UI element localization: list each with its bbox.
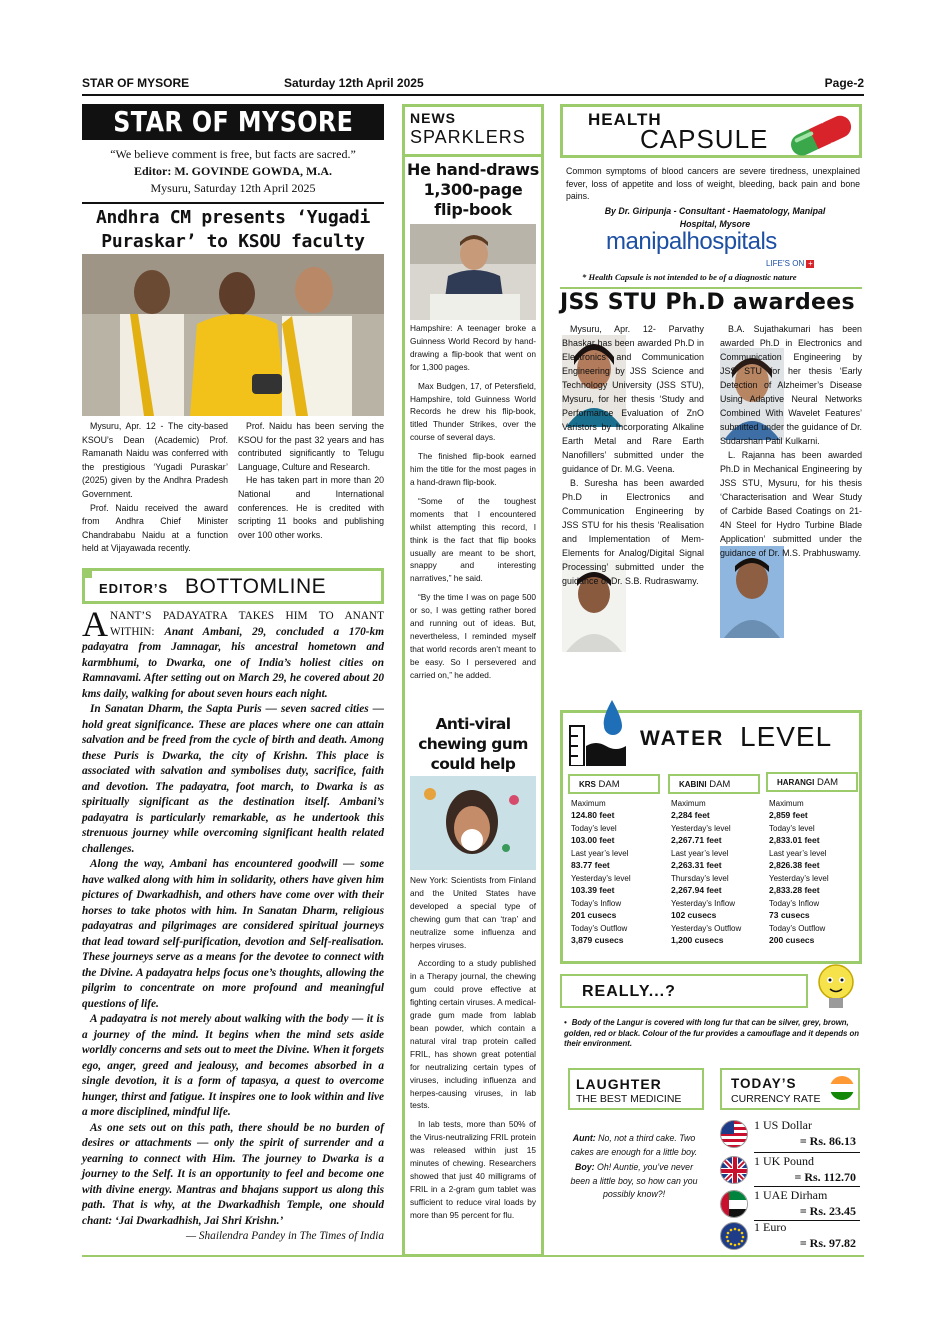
flipbook-photo bbox=[410, 224, 536, 320]
currency-divider bbox=[754, 1186, 860, 1187]
flipbook-headline: He hand-draws 1,300-page flip-book bbox=[406, 160, 540, 219]
gum-para-3: In lab tests, more than 50% of the Virus-neutralizing FRIL protein was released within just 15 minutes of chewing. Researchers showed that just 40 milligrams of FRIL in a 2-gram gum tablet was sufficient to reduce viral loads by more than 95 percent for flu. bbox=[410, 1119, 536, 1220]
plus-icon: + bbox=[808, 259, 813, 268]
bottomline-light: BOTTOMLINE bbox=[185, 575, 327, 598]
flipbook-para-1: Hampshire: A teenager broke a Guinness World Record by hand-drawing a flip-book that went on for 1,300 pages. bbox=[410, 323, 536, 372]
bulb-icon bbox=[812, 962, 860, 1014]
jss-rajanna: L. Rajanna has been awarded Ph.D in Mechanical Engineering by JSS STU, Mysuru, for his thesis ‘Characterisation and Wear Study of Carbide Based Coatings on 21-4N Steel for Hydro Turbine Blade Application’ submitted under the guidance of Dr. M.S. Prabhuswamy. bbox=[720, 450, 862, 558]
currency-name: 1 Euro bbox=[754, 1220, 787, 1234]
label: Maximum bbox=[671, 799, 706, 808]
water-light: LEVEL bbox=[740, 721, 833, 752]
value: 73 cusecs bbox=[769, 909, 810, 920]
drop-cap: A bbox=[82, 604, 108, 644]
manipal-tagline bbox=[766, 259, 814, 268]
label: Today’s level bbox=[571, 824, 617, 833]
currency-value: = Rs. 112.70 bbox=[794, 1170, 856, 1184]
page-number: Page-2 bbox=[824, 76, 864, 90]
row bbox=[571, 874, 665, 896]
boy-label: Boy: bbox=[574, 1162, 595, 1172]
label: Maximum bbox=[769, 799, 804, 808]
value: 2,833.28 feet bbox=[769, 884, 820, 895]
currency-row-aed bbox=[720, 1190, 860, 1220]
dam-suffix-krs: DAM bbox=[598, 779, 620, 790]
row bbox=[769, 924, 859, 946]
really-body: Body of the Langur is covered with long fur that can be silver, grey, brown, golden, red or black. Colour of the fur provides a camouflage and it depends on their environment. bbox=[564, 1018, 860, 1048]
value: 2,263.31 feet bbox=[671, 859, 722, 870]
gum-headline: Anti-viral chewing gum could help bbox=[418, 715, 528, 773]
bottomline-para-3: Along the way, Ambani has encountered goodwill — some have walked along with him in solidarity, others have given him pictures of Dwarkadhish, and others have come over with their horses to take photos with him. In Sanatan Dharm, religious padayatras and pilgrimages are considered spiritual journeys that lead toward self-purification, devotion and Self-realisation. These journeys serve as a means for the devotee to connect with the Divine. A padayatra helps focus one’s thoughts, allowing the pilgrim to concentrate on more profound and meaningful questions of life. bbox=[82, 858, 384, 1010]
really-label: REALLY...? bbox=[582, 983, 676, 1000]
jss-col-1 bbox=[562, 322, 704, 588]
rule bbox=[82, 202, 384, 204]
boy-text: Oh! Auntie, you’ve never been a little boy, so how can you possibly know?! bbox=[570, 1162, 698, 1199]
masthead-info bbox=[82, 146, 384, 197]
uae-flag-icon bbox=[720, 1190, 748, 1218]
flipbook-para-3: The finished flip-book earned him the title for the most pages in a hand-drawn flip-book. bbox=[410, 451, 536, 487]
value: 103.39 feet bbox=[571, 884, 615, 895]
currency-light: CURRENCY RATE bbox=[731, 1093, 821, 1105]
bottomline-credit: — Shailendra Pandey in The Times of India bbox=[186, 1230, 384, 1242]
flipbook-body bbox=[410, 322, 536, 682]
dam-kabini-values bbox=[671, 799, 765, 949]
row bbox=[671, 849, 765, 871]
value: 201 cusecs bbox=[571, 909, 617, 920]
issue-date: Saturday 12th April 2025 bbox=[284, 76, 424, 90]
lead-headline: Andhra CM presents ‘Yugadi Puraskar’ to KSOU faculty bbox=[96, 207, 370, 252]
row bbox=[769, 824, 859, 846]
bottomline-label bbox=[82, 568, 384, 604]
flipbook-para-5: “By the time I was on page 500 or so, I was getting rather bored and running out of ideas. But, nevertheless, I reminded myself that world records aren’t meant to be easy. So I persevered and carried on,” he added. bbox=[410, 592, 536, 680]
label: Today’s level bbox=[769, 824, 815, 833]
tagline-text: LIFE’S ON bbox=[766, 259, 805, 268]
label: Yesterday’s level bbox=[671, 824, 731, 833]
dam-harangi-values bbox=[769, 799, 859, 949]
currency-name: 1 UAE Dirham bbox=[754, 1188, 828, 1202]
currency-value: = Rs. 86.13 bbox=[799, 1134, 856, 1148]
currency-bold: TODAY’S bbox=[731, 1076, 797, 1091]
dam-suffix-harangi: DAM bbox=[816, 777, 839, 788]
currency-row-usd bbox=[720, 1120, 860, 1150]
row bbox=[671, 899, 765, 921]
currency-row-gbp bbox=[720, 1156, 860, 1186]
lead-col-1 bbox=[82, 420, 228, 556]
bottomline-body bbox=[82, 604, 385, 1245]
health-body: Common symptoms of blood cancers are severe tiredness, unexplained fever, loss of appetite and loss of weight, bleeding, back pain and bone pains. bbox=[566, 166, 860, 202]
row bbox=[571, 924, 665, 946]
gum-body bbox=[410, 874, 536, 1222]
rule bbox=[560, 287, 862, 289]
value: 102 cusecs bbox=[671, 909, 717, 920]
laughter-light: THE BEST MEDICINE bbox=[576, 1093, 682, 1105]
eu-flag-icon bbox=[720, 1222, 748, 1250]
dam-name-harangi: HARANGI bbox=[777, 778, 815, 787]
value: 103.00 feet bbox=[571, 834, 615, 845]
bottomline-para-1 bbox=[82, 604, 385, 702]
jss-suresha: B. Suresha has been awarded Ph.D in Electronics and Communication Engineering by JSS STU for his thesis ‘Realisation and Implementation of Mem-Elements for Analog/Digital Signal Processing’ submitted under the guidance of Dr. S.B. Rudraswamy. bbox=[562, 478, 704, 586]
dateline: Mysuru, Saturday 12th April 2025 bbox=[150, 181, 316, 195]
health-disclaimer: * Health Capsule is not intended to be of a diagnostic nature bbox=[582, 272, 797, 282]
water-bold: WATER bbox=[640, 727, 725, 750]
page-header bbox=[82, 76, 864, 92]
value: 2,267.71 feet bbox=[671, 834, 722, 845]
bottomline-para-2: In Sanatan Dharm, the Sapta Puris — seven sacred cities — hold great significance. These are places where one can attain salvation and be freed from the cycle of birth and death. Among these Puris is Dwarka, the city of Krishn. This place is associated with salvation and symbolises duty, sacrifice, faith and devotion. The padayatra, foot march, to Dwarka is as spiritually significant as the destination itself. Ambani’s padayatra is particularly remarkable, as he undertook this strenuous journey while overcoming significant health related challenges. bbox=[82, 703, 384, 855]
editor-line: Editor: M. GOVINDE GOWDA, M.A. bbox=[134, 164, 332, 178]
laughter-body bbox=[568, 1132, 700, 1202]
label: Today’s Inflow bbox=[769, 899, 820, 908]
label: Last year’s level bbox=[671, 849, 729, 858]
jss-headline: JSS STU Ph.D awardees bbox=[560, 290, 855, 315]
row bbox=[571, 824, 665, 846]
bottomline-bold: EDITOR’S bbox=[99, 581, 169, 596]
row bbox=[571, 849, 665, 871]
row bbox=[671, 824, 765, 846]
teen-drawing-image bbox=[410, 224, 536, 320]
row bbox=[769, 799, 859, 821]
aunt-text: No, not a third cake. Two cakes are enough for a little boy. bbox=[570, 1133, 698, 1157]
row bbox=[571, 799, 665, 821]
lead-para-3: Prof. Naidu has been serving the KSOU for the past 32 years and has contributed significantly to Telugu Language, Culture and Research. bbox=[238, 421, 384, 472]
value: 2,284 feet bbox=[671, 809, 710, 820]
bottomline-text-1: Anant Ambani, 29, concluded a 170-km padayatra from Jamnagar, his ancestral hometown and karmbhumi, to Dwarka, one of India’s holiest cities on Ramnavami. After setting out on March 29, he covered about 20 kms daily, walking for about seven hours each night. bbox=[82, 625, 385, 700]
dam-tab-kabini bbox=[668, 774, 760, 794]
flipbook-para-4: “Some of the toughest moments that I encountered whilst attempting this record, I think is the fact that flip books usually are meant to be short, snappy and interesting narratives,” he said. bbox=[410, 495, 536, 584]
sparklers-divider bbox=[405, 154, 541, 157]
footer-rule bbox=[82, 1255, 864, 1257]
label: Last year’s level bbox=[769, 849, 827, 858]
sparklers-bold: NEWS bbox=[410, 110, 456, 126]
uk-flag-icon bbox=[720, 1156, 748, 1184]
lead-para-4: He has taken part in more than 20 National and International conferences. He is credited with scripting 11 books and publishing over 100 other works. bbox=[238, 475, 384, 540]
logo-text: STAR OF MYSORE bbox=[112, 105, 354, 138]
currency-value: = Rs. 97.82 bbox=[799, 1236, 856, 1250]
value: 2,267.94 feet bbox=[671, 884, 722, 895]
india-flag-icon bbox=[830, 1076, 854, 1100]
dam-name-kabini: KABINI bbox=[679, 780, 707, 789]
label: Last year’s level bbox=[571, 849, 629, 858]
lead-caps: NANT’S PADAYATRA TAKES HIM TO ANANT WITHIN: bbox=[110, 610, 384, 638]
currency-name: 1 UK Pound bbox=[754, 1154, 815, 1168]
row bbox=[671, 874, 765, 896]
jss-parvathy: Mysuru, Apr. 12- Parvathy Bhaskar has been awarded Ph.D in Electronics and Communication Engineering by JSS Science and Technology University (JSS STU), Mysuru, for her thesis ‘Study and Performance Evaluation of ZnO Varistors by Incorporating Alkaline Earth Metal and Rare Earth Nanofillers’ submitted under the guidance of Dr. M.G. Veena. bbox=[562, 324, 704, 474]
health-byline: By Dr. Giripunja - Consultant - Haematology, Manipal Hospital, Mysore bbox=[604, 206, 826, 229]
header-rule bbox=[82, 94, 864, 96]
motto: “We believe comment is free, but facts are sacred.” bbox=[110, 147, 356, 161]
label: Thursday’s level bbox=[671, 874, 729, 883]
value: 1,200 cusecs bbox=[671, 934, 724, 945]
row bbox=[571, 899, 665, 921]
currency-row-eur bbox=[720, 1222, 860, 1252]
sparklers-light: SPARKLERS bbox=[410, 127, 526, 147]
dam-suffix-kabini: DAM bbox=[709, 779, 731, 790]
label: Today’s Outflow bbox=[571, 924, 628, 933]
label: Yesterday’s level bbox=[769, 874, 829, 883]
us-flag-icon bbox=[720, 1120, 748, 1148]
label: Today’s Inflow bbox=[571, 899, 622, 908]
value: 2,833.01 feet bbox=[769, 834, 820, 845]
award-ceremony-image bbox=[82, 254, 384, 416]
dam-tab-krs bbox=[568, 774, 660, 794]
logo-banner bbox=[82, 104, 384, 140]
water-drop-icon bbox=[566, 696, 636, 766]
pill-icon bbox=[782, 110, 862, 156]
label: Yesterday’s Inflow bbox=[671, 899, 736, 908]
green-corner bbox=[82, 568, 92, 578]
jss-sujathakumari: B.A. Sujathakumari has been awarded Ph.D in Electronics and Communication Engineering by JSS STU for her thesis ‘Early Detection of Alzheimer’s Disease Using Adaptive Neural Networks Combined With Wavelet Features’ submitted under the guidance of Dr. Sudarshan Patil Kulkarni. bbox=[720, 324, 862, 446]
flipbook-para-2: Max Budgen, 17, of Petersfield, Hampshire, told Guinness World Records he drew his flip-book, titled Thunder Strikes, over the course of several days. bbox=[410, 380, 536, 443]
label: Today’s Outflow bbox=[769, 924, 826, 933]
currency-divider bbox=[754, 1152, 860, 1153]
label: Yesterday’s level bbox=[571, 874, 631, 883]
health-bold: HEALTH bbox=[588, 110, 662, 129]
row bbox=[769, 899, 859, 921]
value: 3,879 cusecs bbox=[571, 934, 624, 945]
bottomline-para-4: A padayatra is not merely about walking with the body — it is a journey of the mind. It begins when the mind sets aside worldly concerns and sets out to meet the Divine. When it forgets ego, anger, greed and jealousy, and becomes absorbed in a single devotion, it is a form of tapasya, a quest to overcome hunger, thirst and fatigue. It inspires one to look within and live a more disciplined, mindful life. bbox=[82, 1013, 384, 1118]
value: 2,826.38 feet bbox=[769, 859, 820, 870]
paper-name: STAR OF MYSORE bbox=[82, 76, 190, 90]
row bbox=[769, 874, 859, 896]
row bbox=[769, 849, 859, 871]
health-light: CAPSULE bbox=[640, 124, 769, 154]
gum-photo bbox=[410, 776, 536, 870]
sparklers-label bbox=[410, 110, 526, 148]
bottomline-para-5: As one sets out on this path, there should be no burden of desires or attachments — only the spirit of surrender and a yearning to connect with Him. The journey to Dwarka is a journey to the Self. It is an opportunity to feel and become one with divine energy. Mantras and bhajans support us along this path. That is why, at the Dwarkadhish Temple, one should chant: ‘Jai Dwarkadhish, Jai Shri Krishn.’ bbox=[82, 1121, 384, 1227]
gum-para-2: According to a study published in a Therapy journal, the chewing gum could prove effective at fighting certain viruses. A medical-grade gum made from lablab bean powder, which contain a natural viral trap protein called FRIL, has shown great potential for neutralizing certain types of viruses, including influenza and herpes-causing viruses, in lab tests. bbox=[410, 958, 536, 1111]
aunt-line bbox=[568, 1132, 700, 1159]
currency-value: = Rs. 23.45 bbox=[799, 1204, 856, 1218]
lead-col-2 bbox=[238, 420, 384, 542]
aunt-label: Aunt: bbox=[572, 1133, 596, 1143]
lead-para-1: Mysuru, Apr. 12 - The city-based KSOU’s Dean (Academic) Prof. Ramanath Naidu was conferred with the prestigious ‘Yugadi Puraskar’ (2025) given by the Andhra Pradesh Government. bbox=[82, 421, 228, 499]
lead-photo bbox=[82, 254, 384, 416]
row bbox=[671, 924, 765, 946]
label: Maximum bbox=[571, 799, 606, 808]
boy-line bbox=[568, 1161, 700, 1202]
value: 200 cusecs bbox=[769, 934, 815, 945]
jss-col-2 bbox=[720, 322, 862, 560]
value: 83.77 feet bbox=[571, 859, 610, 870]
currency-name: 1 US Dollar bbox=[754, 1118, 812, 1132]
label: Yesterday’s Outflow bbox=[671, 924, 742, 933]
really-text bbox=[564, 1018, 862, 1050]
laughter-bold: LAUGHTER bbox=[576, 1076, 662, 1092]
dam-name-krs: KRS bbox=[579, 780, 596, 789]
value: 124.80 feet bbox=[571, 809, 615, 820]
bubble-gum-image bbox=[410, 776, 536, 870]
bullet: • bbox=[564, 1018, 567, 1027]
row bbox=[671, 799, 765, 821]
gum-para-1: New York: Scientists from Finland and the United States have developed a special type of chewing gum that can ‘trap’ and neutralize some influenza and herpes viruses. bbox=[410, 875, 536, 950]
dam-tab-harangi bbox=[766, 772, 858, 792]
manipal-logo: manipalhospitals bbox=[606, 228, 777, 255]
value: 2,859 feet bbox=[769, 809, 808, 820]
dam-krs-values bbox=[571, 799, 665, 949]
lead-para-2: Prof. Naidu received the award from Andhra Chief Minister Chandrababu Naidu at a function held at Vijayawada recently. bbox=[82, 502, 228, 554]
